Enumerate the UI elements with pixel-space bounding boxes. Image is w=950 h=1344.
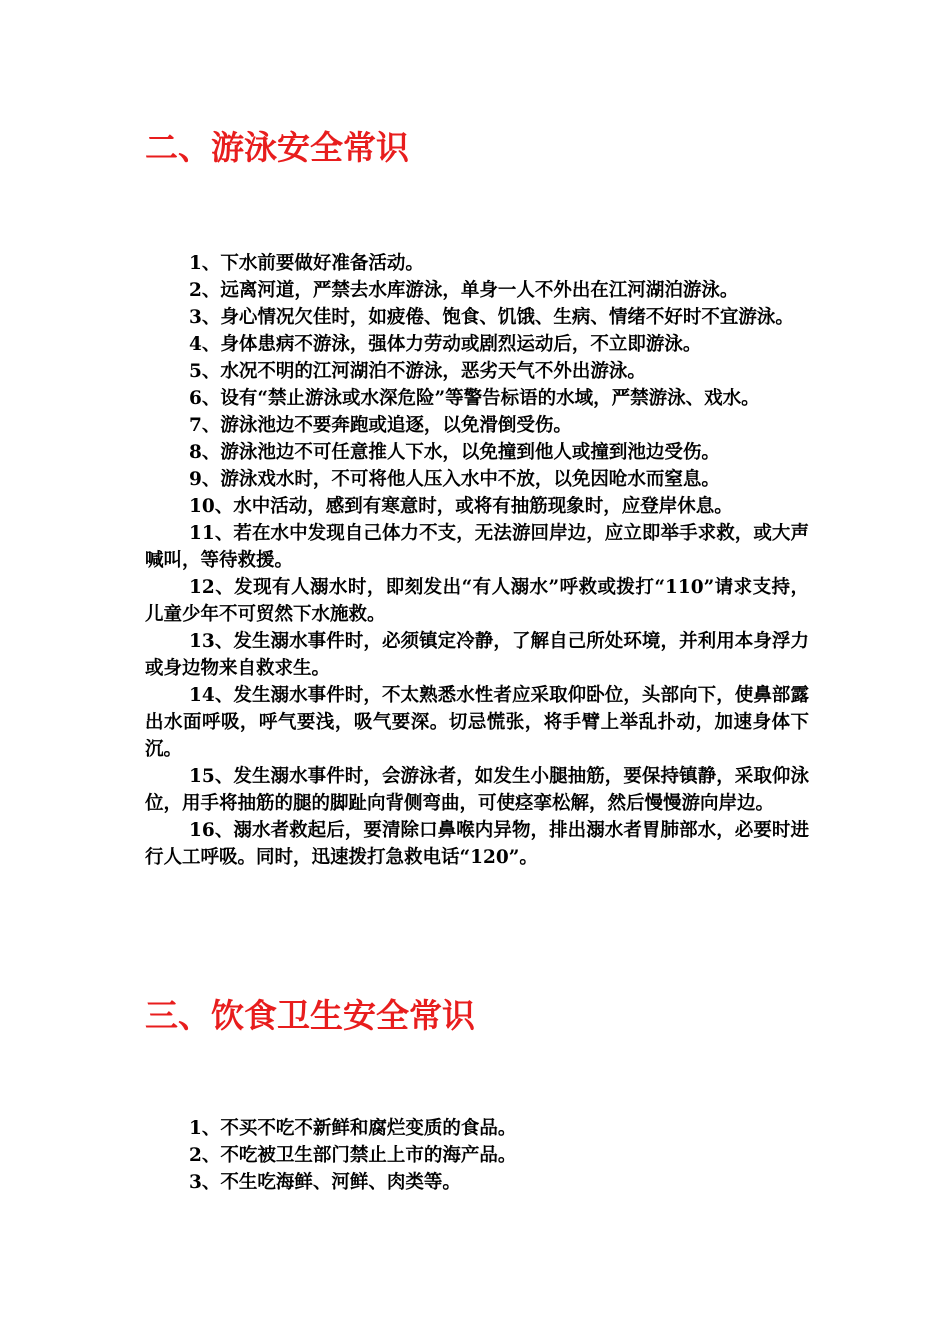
- list-item: 7、游泳池边不要奔跑或追逐，以免滑倒受伤。: [189, 415, 572, 436]
- list-item: 14、发生溺水事件时，不太熟悉水性者应采取仰卧位，头部向下，使鼻部露出水面呼吸，呼气要浅，吸气要深。切忌慌张，将手臂上举乱扑动，加速身体下沉。: [145, 685, 809, 760]
- list-item: 11、若在水中发现自己体力不支，无法游回岸边，应立即举手求救，或大声喊叫，等待救援。: [145, 523, 809, 571]
- list-item: 3、身心情况欠佳时，如疲倦、饱食、饥饿、生病、情绪不好时不宜游泳。: [189, 307, 794, 328]
- list-item: 1、下水前要做好准备活动。: [189, 253, 424, 274]
- list-item: 13、发生溺水事件时，必须镇定冷静，了解自己所处环境，并利用本身浮力或身边物来自救求生。: [145, 631, 809, 679]
- list-item: 9、游泳戏水时，不可将他人压入水中不放，以免因呛水而窒息。: [189, 469, 720, 490]
- list-item: 3、不生吃海鲜、河鲜、肉类等。: [189, 1172, 461, 1193]
- food-hygiene-safety-list: [145, 1115, 809, 1196]
- list-item: 2、远离河道，严禁去水库游泳，单身一人不外出在江河湖泊游泳。: [189, 280, 739, 301]
- list-item: 6、设有“禁止游泳或水深危险”等警告标语的水域，严禁游泳、戏水。: [189, 388, 760, 409]
- list-item: 8、游泳池边不可任意推人下水，以免撞到他人或撞到池边受伤。: [189, 442, 720, 463]
- list-item: 10、水中活动，感到有寒意时，或将有抽筋现象时，应登岸休息。: [189, 496, 733, 517]
- section-title-food-hygiene-safety: 三、饮食卫生安全常识: [145, 996, 475, 1035]
- list-item: 15、发生溺水事件时，会游泳者，如发生小腿抽筋，要保持镇静，采取仰泳位，用手将抽筋的腿的脚趾向背侧弯曲，可使痉挛松解，然后慢慢游向岸边。: [145, 766, 809, 814]
- list-item: 2、不吃被卫生部门禁止上市的海产品。: [189, 1145, 517, 1166]
- list-item: 12、发现有人溺水时，即刻发出“有人溺水”呼救或拨打“110”请求支持，儿童少年不可贸然下水施救。: [145, 577, 809, 625]
- list-item: 16、溺水者救起后，要清除口鼻喉内异物，排出溺水者胃肺部水，必要时进行人工呼吸。同时，迅速拨打急救电话“120”。: [145, 820, 809, 868]
- list-item: 4、身体患病不游泳，强体力劳动或剧烈运动后，不立即游泳。: [189, 334, 702, 355]
- list-item: 5、水况不明的江河湖泊不游泳，恶劣天气不外出游泳。: [189, 361, 646, 382]
- list-item: 1、不买不吃不新鲜和腐烂变质的食品。: [189, 1118, 517, 1139]
- swimming-safety-list: [145, 250, 809, 871]
- section-title-swimming-safety: 二、游泳安全常识: [145, 128, 409, 167]
